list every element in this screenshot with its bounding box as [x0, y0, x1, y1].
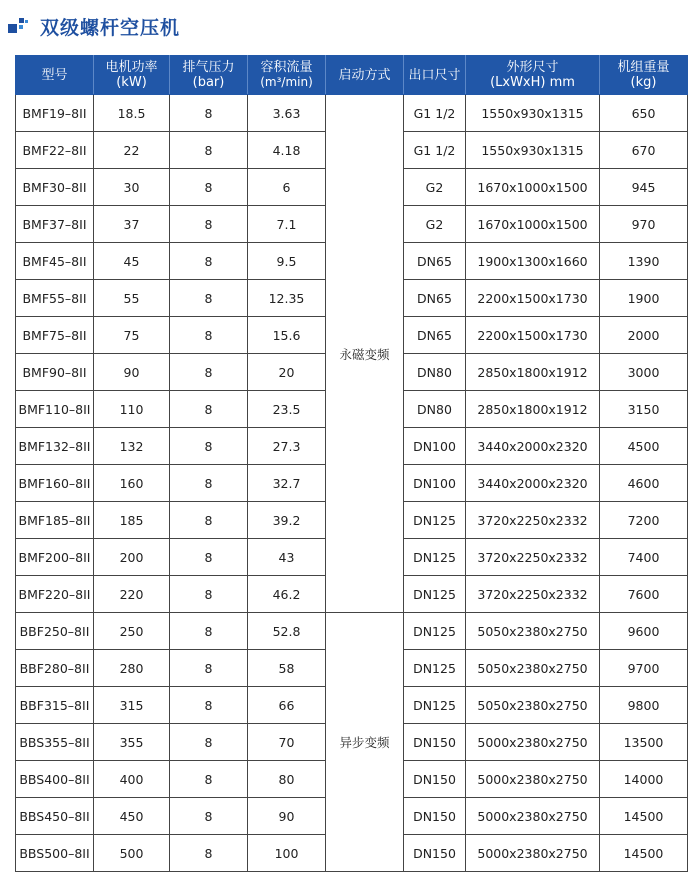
cell-flow: 15.6 — [248, 317, 326, 354]
cell-flow: 4.18 — [248, 132, 326, 169]
header-pressure: 排气压力 (bar) — [170, 56, 248, 95]
cell-dimensions: 5050x2380x2750 — [466, 613, 600, 650]
cell-weight: 1900 — [600, 280, 688, 317]
cell-model: BBS450–8II — [16, 798, 94, 835]
cell-model: BMF55–8II — [16, 280, 94, 317]
header-dimensions: 外形尺寸 (LxWxH) mm — [466, 56, 600, 95]
cell-model: BMF220–8II — [16, 576, 94, 613]
cell-weight: 9600 — [600, 613, 688, 650]
cell-dimensions: 1550x930x1315 — [466, 132, 600, 169]
header-outlet: 出口尺寸 — [404, 56, 466, 95]
cell-start-mode: 异步变频 — [326, 613, 404, 872]
cell-power: 90 — [94, 354, 170, 391]
cell-flow: 23.5 — [248, 391, 326, 428]
cell-model: BMF185–8II — [16, 502, 94, 539]
cell-model: BMF30–8II — [16, 169, 94, 206]
cell-pressure: 8 — [170, 687, 248, 724]
cell-weight: 13500 — [600, 724, 688, 761]
cell-flow: 27.3 — [248, 428, 326, 465]
cell-pressure: 8 — [170, 354, 248, 391]
cell-pressure: 8 — [170, 798, 248, 835]
cell-outlet: DN150 — [404, 835, 466, 872]
cell-pressure: 8 — [170, 502, 248, 539]
cell-outlet: DN125 — [404, 502, 466, 539]
cell-power: 132 — [94, 428, 170, 465]
cell-flow: 32.7 — [248, 465, 326, 502]
cell-dimensions: 2850x1800x1912 — [466, 391, 600, 428]
cell-model: BMF110–8II — [16, 391, 94, 428]
cell-pressure: 8 — [170, 724, 248, 761]
cell-dimensions: 5050x2380x2750 — [466, 650, 600, 687]
cell-dimensions: 5000x2380x2750 — [466, 761, 600, 798]
cell-flow: 3.63 — [248, 95, 326, 132]
cell-model: BBF315–8II — [16, 687, 94, 724]
cell-model: BMF45–8II — [16, 243, 94, 280]
cell-weight: 670 — [600, 132, 688, 169]
cell-weight: 14500 — [600, 835, 688, 872]
cell-model: BMF90–8II — [16, 354, 94, 391]
cell-dimensions: 5000x2380x2750 — [466, 835, 600, 872]
cell-power: 355 — [94, 724, 170, 761]
cell-power: 110 — [94, 391, 170, 428]
cell-weight: 650 — [600, 95, 688, 132]
cell-pressure: 8 — [170, 243, 248, 280]
cell-dimensions: 2200x1500x1730 — [466, 280, 600, 317]
cell-outlet: DN100 — [404, 465, 466, 502]
cell-pressure: 8 — [170, 206, 248, 243]
cell-weight: 3150 — [600, 391, 688, 428]
cell-dimensions: 3720x2250x2332 — [466, 502, 600, 539]
cell-outlet: DN65 — [404, 317, 466, 354]
title-bar — [0, 0, 700, 52]
cell-flow: 39.2 — [248, 502, 326, 539]
cell-dimensions: 2200x1500x1730 — [466, 317, 600, 354]
cell-outlet: DN80 — [404, 391, 466, 428]
cell-model: BBF250–8II — [16, 613, 94, 650]
cell-flow: 20 — [248, 354, 326, 391]
cell-flow: 6 — [248, 169, 326, 206]
cell-power: 18.5 — [94, 95, 170, 132]
cell-dimensions: 1670x1000x1500 — [466, 206, 600, 243]
cell-dimensions: 2850x1800x1912 — [466, 354, 600, 391]
cell-pressure: 8 — [170, 539, 248, 576]
cell-outlet: DN100 — [404, 428, 466, 465]
cell-pressure: 8 — [170, 761, 248, 798]
spec-table — [15, 55, 688, 872]
cell-dimensions: 5000x2380x2750 — [466, 724, 600, 761]
cell-flow: 43 — [248, 539, 326, 576]
cell-pressure: 8 — [170, 132, 248, 169]
cell-pressure: 8 — [170, 650, 248, 687]
cell-dimensions: 1900x1300x1660 — [466, 243, 600, 280]
cell-flow: 7.1 — [248, 206, 326, 243]
cell-weight: 9700 — [600, 650, 688, 687]
cell-power: 75 — [94, 317, 170, 354]
cell-model: BMF200–8II — [16, 539, 94, 576]
cell-model: BBS500–8II — [16, 835, 94, 872]
brand-squares-icon — [8, 18, 28, 36]
cell-model: BMF160–8II — [16, 465, 94, 502]
cell-power: 160 — [94, 465, 170, 502]
cell-weight: 7400 — [600, 539, 688, 576]
cell-flow: 9.5 — [248, 243, 326, 280]
cell-power: 220 — [94, 576, 170, 613]
cell-weight: 970 — [600, 206, 688, 243]
cell-pressure: 8 — [170, 465, 248, 502]
cell-outlet: G2 — [404, 169, 466, 206]
cell-power: 280 — [94, 650, 170, 687]
table-row — [16, 95, 688, 132]
cell-dimensions: 1670x1000x1500 — [466, 169, 600, 206]
cell-power: 55 — [94, 280, 170, 317]
header-weight: 机组重量 (kg) — [600, 56, 688, 95]
cell-pressure: 8 — [170, 835, 248, 872]
cell-flow: 46.2 — [248, 576, 326, 613]
cell-weight: 945 — [600, 169, 688, 206]
cell-power: 200 — [94, 539, 170, 576]
cell-flow: 70 — [248, 724, 326, 761]
page-title: 双级螺杆空压机 — [40, 17, 181, 39]
cell-start-mode: 永磁变频 — [326, 95, 404, 613]
cell-outlet: DN125 — [404, 539, 466, 576]
cell-power: 400 — [94, 761, 170, 798]
cell-outlet: DN65 — [404, 243, 466, 280]
cell-model: BMF22–8II — [16, 132, 94, 169]
cell-outlet: DN150 — [404, 724, 466, 761]
cell-flow: 58 — [248, 650, 326, 687]
cell-dimensions: 5050x2380x2750 — [466, 687, 600, 724]
cell-pressure: 8 — [170, 280, 248, 317]
header-power: 电机功率 (kW) — [94, 56, 170, 95]
header-flow: 容积流量 (m³/min) — [248, 56, 326, 95]
cell-pressure: 8 — [170, 95, 248, 132]
cell-pressure: 8 — [170, 576, 248, 613]
cell-model: BBS355–8II — [16, 724, 94, 761]
cell-pressure: 8 — [170, 317, 248, 354]
table-row — [16, 613, 688, 650]
cell-power: 37 — [94, 206, 170, 243]
cell-weight: 7200 — [600, 502, 688, 539]
cell-outlet: G1 1/2 — [404, 95, 466, 132]
cell-power: 185 — [94, 502, 170, 539]
cell-model: BMF132–8II — [16, 428, 94, 465]
cell-pressure: 8 — [170, 391, 248, 428]
cell-outlet: G1 1/2 — [404, 132, 466, 169]
cell-pressure: 8 — [170, 169, 248, 206]
cell-model: BMF75–8II — [16, 317, 94, 354]
cell-dimensions: 1550x930x1315 — [466, 95, 600, 132]
cell-dimensions: 3440x2000x2320 — [466, 428, 600, 465]
cell-outlet: G2 — [404, 206, 466, 243]
header-start-mode: 启动方式 — [326, 56, 404, 95]
cell-power: 45 — [94, 243, 170, 280]
cell-weight: 9800 — [600, 687, 688, 724]
cell-outlet: DN80 — [404, 354, 466, 391]
cell-model: BMF19–8II — [16, 95, 94, 132]
cell-weight: 14000 — [600, 761, 688, 798]
cell-weight: 7600 — [600, 576, 688, 613]
cell-model: BBS400–8II — [16, 761, 94, 798]
table-header-row — [16, 56, 688, 95]
cell-outlet: DN125 — [404, 650, 466, 687]
cell-model: BBF280–8II — [16, 650, 94, 687]
cell-power: 250 — [94, 613, 170, 650]
cell-flow: 66 — [248, 687, 326, 724]
cell-dimensions: 3440x2000x2320 — [466, 465, 600, 502]
cell-outlet: DN125 — [404, 687, 466, 724]
cell-flow: 100 — [248, 835, 326, 872]
cell-weight: 2000 — [600, 317, 688, 354]
cell-dimensions: 3720x2250x2332 — [466, 576, 600, 613]
cell-power: 500 — [94, 835, 170, 872]
cell-power: 450 — [94, 798, 170, 835]
cell-outlet: DN125 — [404, 613, 466, 650]
cell-weight: 4500 — [600, 428, 688, 465]
cell-outlet: DN125 — [404, 576, 466, 613]
cell-flow: 90 — [248, 798, 326, 835]
cell-flow: 12.35 — [248, 280, 326, 317]
cell-weight: 4600 — [600, 465, 688, 502]
cell-flow: 80 — [248, 761, 326, 798]
cell-outlet: DN150 — [404, 798, 466, 835]
cell-pressure: 8 — [170, 428, 248, 465]
cell-weight: 3000 — [600, 354, 688, 391]
cell-weight: 1390 — [600, 243, 688, 280]
cell-model: BMF37–8II — [16, 206, 94, 243]
cell-outlet: DN65 — [404, 280, 466, 317]
cell-outlet: DN150 — [404, 761, 466, 798]
cell-dimensions: 3720x2250x2332 — [466, 539, 600, 576]
cell-dimensions: 5000x2380x2750 — [466, 798, 600, 835]
cell-power: 30 — [94, 169, 170, 206]
cell-pressure: 8 — [170, 613, 248, 650]
cell-power: 22 — [94, 132, 170, 169]
cell-flow: 52.8 — [248, 613, 326, 650]
cell-power: 315 — [94, 687, 170, 724]
header-model: 型号 — [16, 56, 94, 95]
cell-weight: 14500 — [600, 798, 688, 835]
